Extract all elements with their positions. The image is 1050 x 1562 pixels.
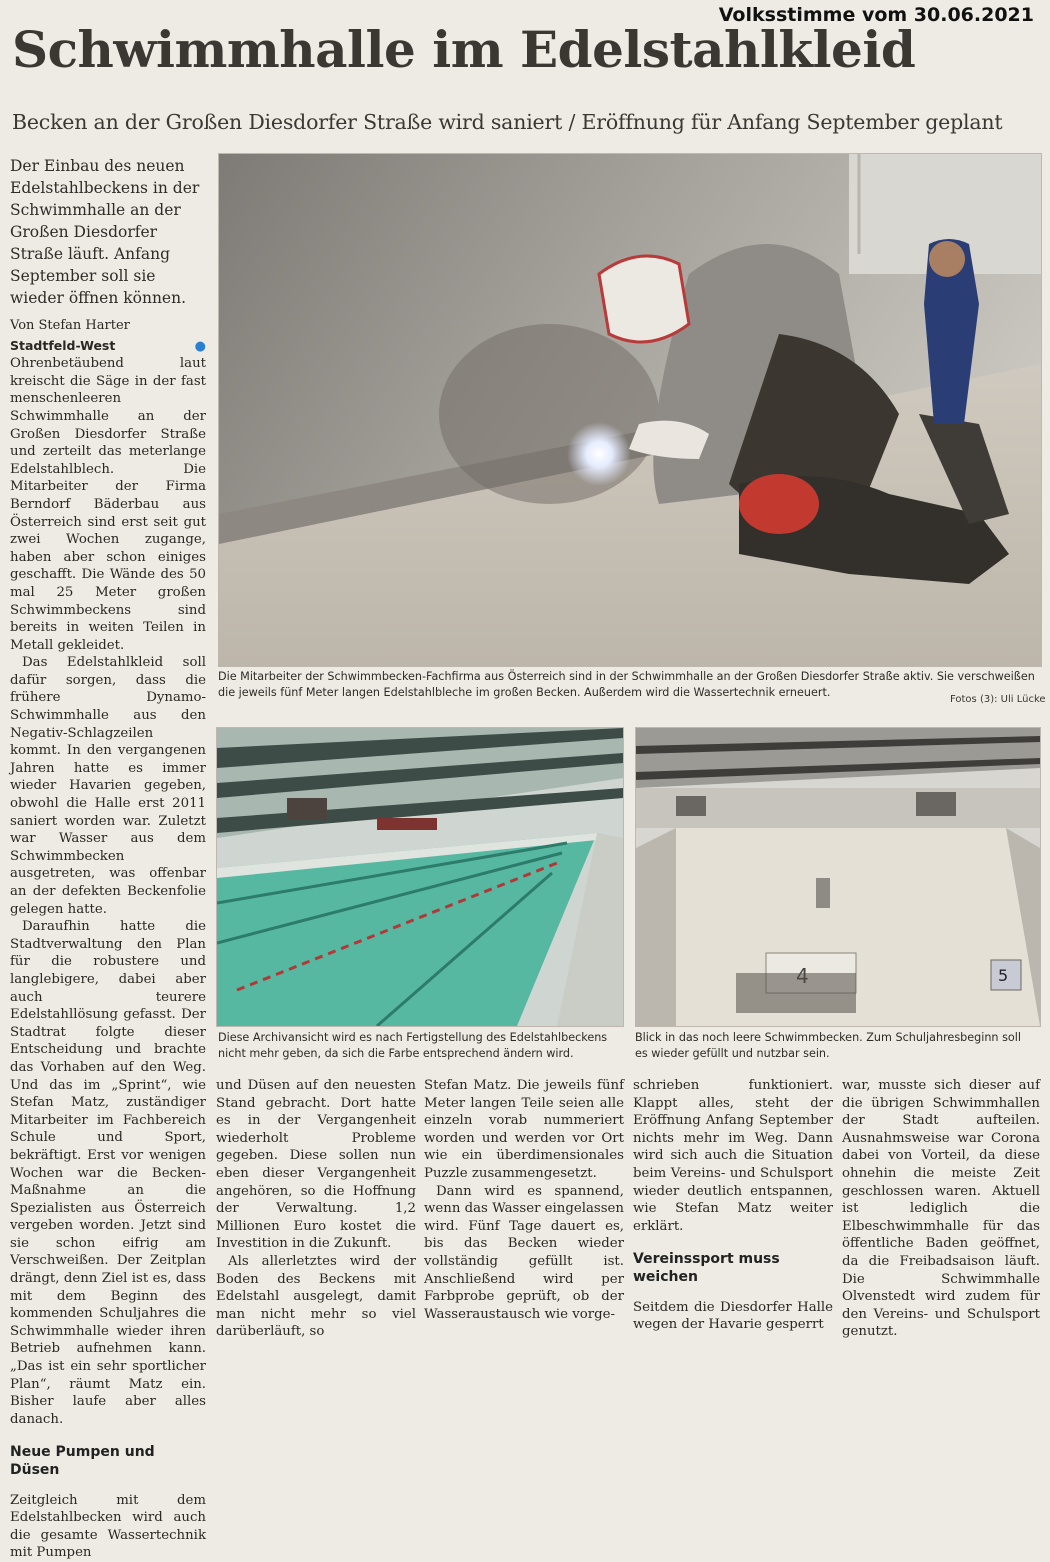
empty-pool-photo (635, 727, 1041, 1027)
source-label: Volksstimme vom 30.06.2021 (718, 4, 1034, 26)
article-column-2 (216, 1077, 416, 1341)
paragraph: Daraufhin hatte die Stadtverwaltung den Plan für die robustere und langlebigere, dabei aber auch teurere Edelstahllösung gefasst. Der Stadtrat folgte dieser Entscheidung und brachte das Vorhaben auf den Weg. Und das im „Sprint“, wie Stefan Matz, zuständiger Mitarbeiter im Fachbereich Schule und Sport, bekräftigt. Erst vor wenigen Wochen war die Becken-Maßnahme an die Spezialisten aus Österreich vergeben worden. Jetzt sind sie schon eifrig am Verschweißen. Der Zeitplan drängt, denn Ziel ist es, dass mit dem Beginn des kommenden Schuljahres die Schwimmhalle wieder ihren Betrieb aufnehmen kann. „Das ist ein sehr sportlicher Plan“, räumt Matz ein. Bisher laufe aber alles danach. (10, 919, 206, 1427)
main-photo-caption: Die Mitarbeiter der Schwimmbecken-Fachfirma aus Österreich sind in der Schwimmhalle an der Großen Diesdorfer Straße aktiv. Sie verschweißen die jeweils fünf Meter langen Edelstahlbleche im großen Becken. Außerdem wird die Wassertechnik erneuert. (218, 670, 1035, 699)
lead-paragraph: Der Einbau des neuen Edelstahlbeckens in der Schwimmhalle an der Großen Diesdorfer Straße läuft. Anfang September soll sie wieder öffnen können. (10, 157, 200, 307)
dateline: Stadtfeld-West (10, 337, 116, 353)
paragraph-text: Ohrenbetäubend laut kreischt die Säge in der fast menschenleeren Schwimmhalle an der Großen Diesdorfer Straße und zerteilt das meterlange Edelstahlblech. Die Mitarbeiter der Firma Berndorf Bäderbau aus Österreich sind erst seit gut zwei Wochen zugange, haben aber schon einiges geschafft. Die Wände des 50 mal 25 Meter großen Schwimmbeckens sind bereits in weiten Teilen in Metall gekleidet. (10, 356, 206, 653)
paragraph: war, musste sich dieser auf die übrigen Schwimmhallen der Stadt aufteilen. Ausnahmsweise war Corona dabei von Vorteil, da diese ohnehin die meiste Zeit geschlossen waren. Aktuell ist lediglich die Elbeschwimmhalle für das öffentliche Baden geöffnet, da die Freibadsaison läuft. Die Schwimmhalle Olvenstedt wird zudem für den Vereins- und Schulsport genutzt. (842, 1078, 1040, 1340)
article-column-1 (10, 317, 206, 1562)
paragraph: und Düsen auf den neuesten Stand gebracht. Dort hatte es in der Vergangenheit wiederholt Probleme gegeben. Diese sollen nun eben dieser Vergangenheit angehören, so die Hoffnung der Verwaltung. 1,2 Millionen Euro kostet die Investition in die Zukunft. (216, 1078, 416, 1252)
paragraph (10, 337, 206, 655)
paragraph: Das Edelstahlkleid soll dafür sorgen, dass die frühere Dynamo-Schwimmhalle aus den Negativ-Schlagzeilen kommt. In den vergangenen Jahren hatte es immer wieder Havarien gegeben, obwohl die Halle erst 2011 saniert worden war. Zuletzt war Wasser aus dem Schwimmbecken ausgetreten, was offenbar an der defekten Beckenfolie gelegen hatte. (10, 655, 206, 917)
article-column-3 (424, 1077, 624, 1323)
headline: Schwimmhalle im Edelstahlkleid (12, 20, 916, 79)
byline: Von Stefan Harter (10, 318, 130, 333)
bullet-dot-icon: ● (194, 338, 206, 354)
archive-photo-caption: Diese Archivansicht wird es nach Fertigstellung des Edelstahlbeckens nicht mehr geben, da sich die Farbe entsprechend ändern wird. (218, 1031, 608, 1060)
starting-block-number-right: 5 (998, 966, 1009, 985)
paragraph: Stefan Matz. Die jeweils fünf Meter langen Teile seien alle einzeln vorab nummeriert worden und werden vor Ort wie ein überdimensionales Puzzle zusammengesetzt. (424, 1078, 624, 1181)
welder-photo-illustration (219, 154, 1041, 666)
paragraph: Zeitgleich mit dem Edelstahlbecken wird auch die gesamte Wassertechnik mit Pumpen (10, 1492, 206, 1561)
subheading: Neue Pumpen und Düsen (10, 1444, 155, 1478)
archive-pool-photo (216, 727, 624, 1027)
paragraph: Dann wird es spannend, wenn das Wasser eingelassen wird. Fünf Tage dauert es, bis das Becken wieder vollständig gefüllt ist. Anschließend wird per Farbprobe geprüft, ob der Wasseraustausch wie vorge- (424, 1183, 624, 1322)
main-photo (218, 153, 1042, 667)
empty-pool-illustration (636, 728, 1040, 1026)
paragraph: Als allerletztes wird der Boden des Beckens mit Edelstahl ausgelegt, damit man nicht mehr so viel darüberläuft, so (216, 1253, 416, 1340)
subheading: Vereinssport muss weichen (633, 1251, 780, 1285)
paragraph: schrieben funktioniert. Klappt alles, steht der Eröffnung Anfang September nichts mehr im Weg. Dann wird sich auch die Situation beim Vereins- und Schulsport wieder deutlich entspannen, wie Stefan Matz weiter erklärt. (633, 1078, 833, 1234)
subheadline: Becken an der Großen Diesdorfer Straße wird saniert / Eröffnung für Anfang September geplant (12, 110, 1003, 134)
paragraph: Seitdem die Diesdorfer Halle wegen der Havarie gesperrt (633, 1299, 833, 1333)
article-column-5 (842, 1077, 1040, 1341)
filled-pool-illustration (217, 728, 623, 1026)
article-column-4 (633, 1077, 833, 1334)
empty-pool-caption: Blick in das noch leere Schwimmbecken. Zum Schuljahresbeginn soll es wieder gefüllt und nutzbar sein. (635, 1031, 1021, 1060)
photo-credit: Fotos (3): Uli Lücke (950, 694, 1046, 705)
